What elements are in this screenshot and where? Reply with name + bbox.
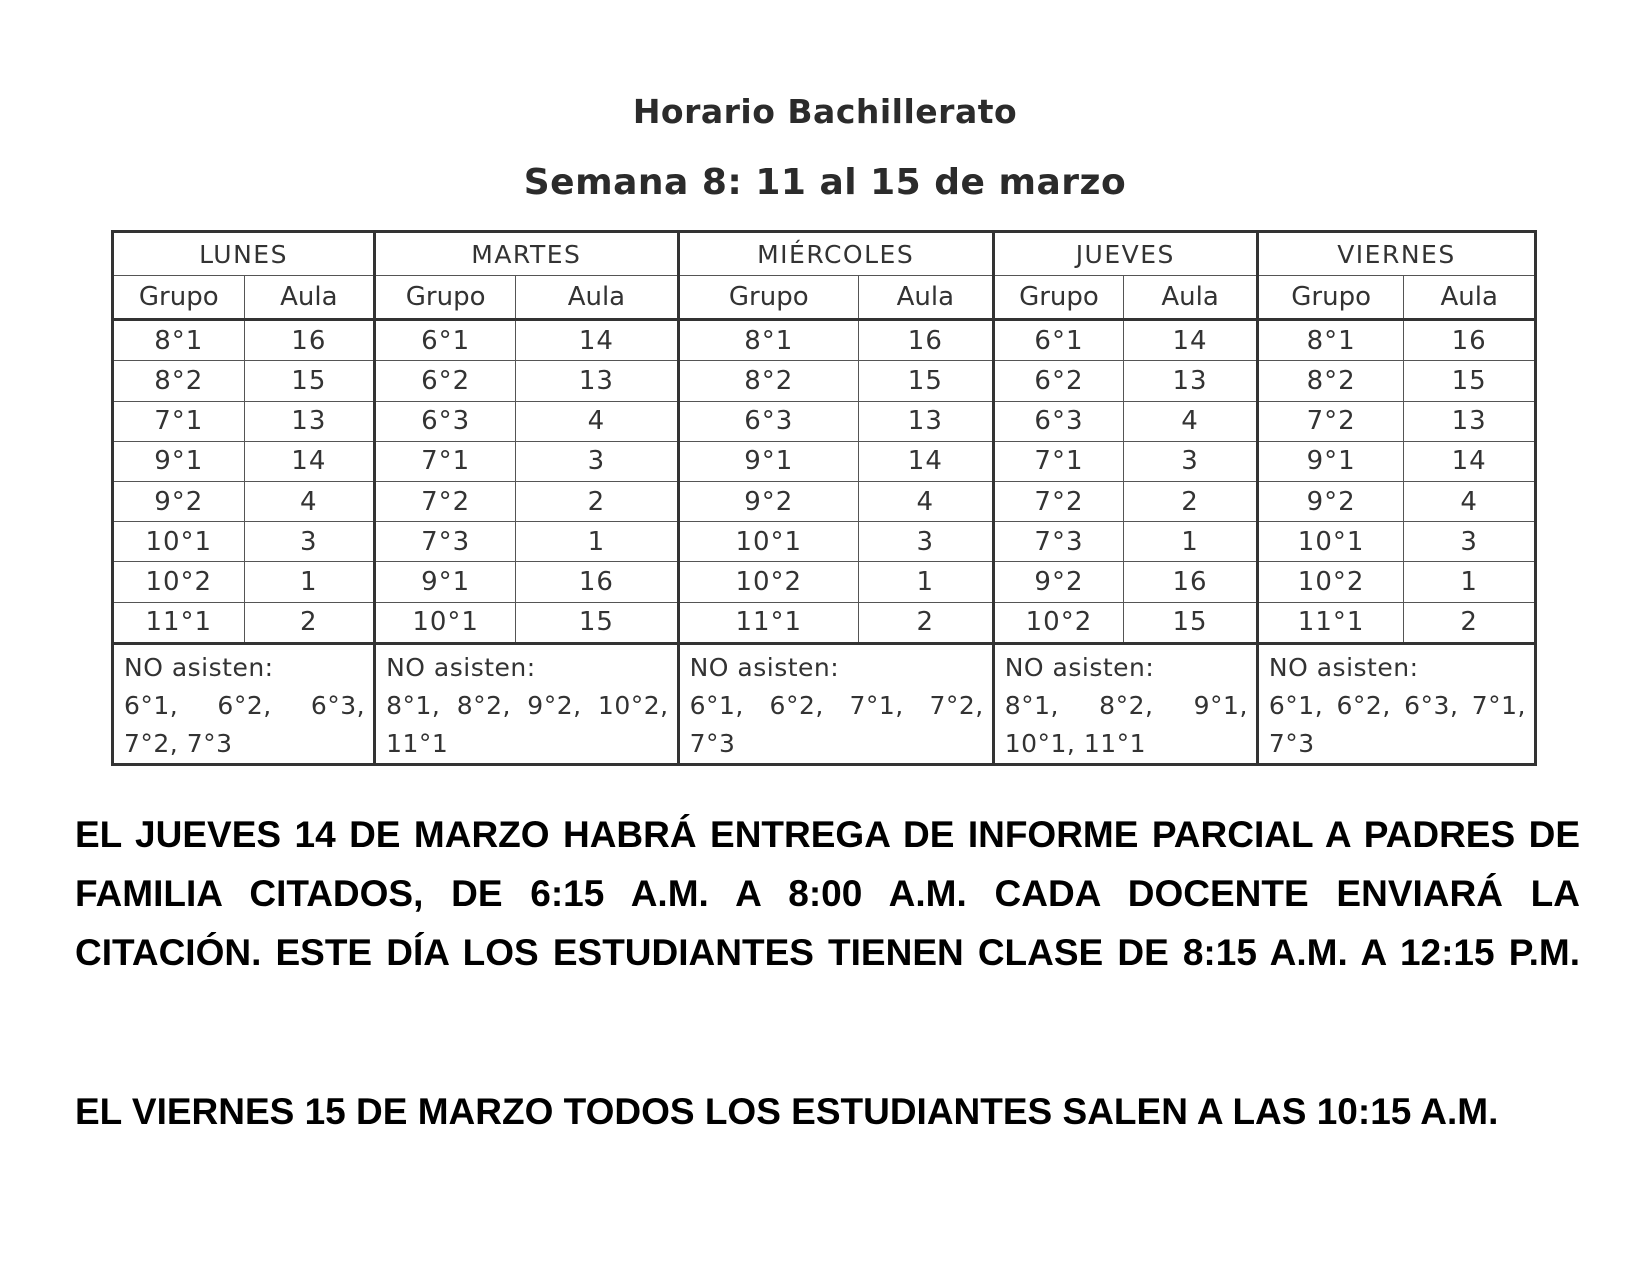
grupo-cell: 7°3 bbox=[993, 522, 1124, 562]
grupo-cell: 8°1 bbox=[113, 320, 245, 361]
grupo-header: Grupo bbox=[993, 276, 1124, 320]
aula-cell: 14 bbox=[858, 441, 993, 481]
aula-cell: 15 bbox=[858, 361, 993, 401]
document-subtitle: Semana 8: 11 al 15 de marzo bbox=[523, 162, 1127, 203]
grupo-cell: 8°2 bbox=[113, 361, 245, 401]
aula-cell: 13 bbox=[1124, 361, 1258, 401]
grupo-cell: 6°2 bbox=[993, 361, 1124, 401]
notice-informe-parcial: EL JUEVES 14 DE MARZO HABRÁ ENTREGA DE INFORME PARCIAL A PADRES DE FAMILIA CITADOS, DE 6:15 A.M. A 8:00 A.M. CADA DOCENTE ENVIARÁ LA CITACIÓN. ESTE DÍA LOS ESTUDIANTES TIENEN CLASE DE 8:15 A.M. A 12:15 P.M. bbox=[75, 814, 1580, 973]
aula-cell: 1 bbox=[516, 522, 678, 562]
no-asisten-cell bbox=[375, 644, 678, 765]
aula-cell: 2 bbox=[1404, 602, 1536, 643]
aula-cell: 4 bbox=[1124, 401, 1258, 441]
table-row bbox=[113, 562, 1536, 602]
grupo-cell: 9°1 bbox=[375, 562, 516, 602]
aula-cell: 14 bbox=[1404, 441, 1536, 481]
grupo-cell: 10°2 bbox=[993, 602, 1124, 643]
aula-cell: 13 bbox=[244, 401, 375, 441]
grupo-cell: 11°1 bbox=[678, 602, 858, 643]
grupo-cell: 6°1 bbox=[993, 320, 1124, 361]
grupo-cell: 10°2 bbox=[1257, 562, 1403, 602]
grupo-cell: 7°1 bbox=[993, 441, 1124, 481]
table-row bbox=[113, 602, 1536, 643]
aula-cell: 4 bbox=[1404, 481, 1536, 521]
no-asisten-label: NO asisten: bbox=[124, 653, 274, 682]
no-asisten-groups: 8°1, 8°2, 9°1, 10°1, 11°1 bbox=[1004, 691, 1248, 758]
aula-cell: 2 bbox=[516, 481, 678, 521]
no-asisten-label: NO asisten: bbox=[386, 653, 536, 682]
grupo-cell: 6°3 bbox=[993, 401, 1124, 441]
no-asisten-label: NO asisten: bbox=[1268, 653, 1419, 682]
day-header: LUNES bbox=[113, 232, 375, 276]
aula-cell: 1 bbox=[244, 562, 375, 602]
aula-cell: 14 bbox=[244, 441, 375, 481]
aula-cell: 13 bbox=[1404, 401, 1536, 441]
aula-cell: 16 bbox=[1404, 320, 1536, 361]
aula-cell: 4 bbox=[244, 481, 375, 521]
aula-cell: 1 bbox=[1404, 562, 1536, 602]
aula-cell: 2 bbox=[1124, 481, 1258, 521]
grupo-cell: 9°2 bbox=[1257, 481, 1403, 521]
grupo-cell: 8°2 bbox=[1257, 361, 1403, 401]
aula-cell: 16 bbox=[516, 562, 678, 602]
aula-cell: 15 bbox=[516, 602, 678, 643]
no-asisten-label: NO asisten: bbox=[689, 653, 840, 682]
aula-cell: 14 bbox=[1124, 320, 1258, 361]
day-header: MIÉRCOLES bbox=[678, 232, 993, 276]
column-header-row bbox=[113, 276, 1536, 320]
aula-cell: 15 bbox=[1404, 361, 1536, 401]
no-asisten-cell bbox=[993, 644, 1257, 765]
grupo-cell: 10°1 bbox=[678, 522, 858, 562]
no-asisten-groups: 6°1, 6°2, 6°3, 7°2, 7°3 bbox=[124, 691, 366, 758]
grupo-cell: 6°3 bbox=[678, 401, 858, 441]
no-asisten-row bbox=[113, 644, 1536, 765]
table-row bbox=[113, 320, 1536, 361]
grupo-cell: 10°1 bbox=[375, 602, 516, 643]
grupo-cell: 7°2 bbox=[993, 481, 1124, 521]
table-row bbox=[113, 441, 1536, 481]
aula-cell: 15 bbox=[244, 361, 375, 401]
grupo-cell: 10°1 bbox=[1257, 522, 1403, 562]
aula-cell: 3 bbox=[516, 441, 678, 481]
grupo-cell: 11°1 bbox=[113, 602, 245, 643]
no-asisten-label: NO asisten: bbox=[1004, 653, 1155, 682]
grupo-cell: 10°1 bbox=[113, 522, 245, 562]
aula-cell: 13 bbox=[516, 361, 678, 401]
grupo-cell: 9°1 bbox=[678, 441, 858, 481]
aula-cell: 3 bbox=[1124, 441, 1258, 481]
grupo-cell: 7°2 bbox=[375, 481, 516, 521]
grupo-cell: 9°2 bbox=[113, 481, 245, 521]
grupo-header: Grupo bbox=[375, 276, 516, 320]
document-title: Horario Bachillerato bbox=[632, 92, 1018, 131]
aula-header: Aula bbox=[516, 276, 678, 320]
aula-cell: 1 bbox=[1124, 522, 1258, 562]
aula-header: Aula bbox=[858, 276, 993, 320]
grupo-cell: 9°1 bbox=[113, 441, 245, 481]
grupo-header: Grupo bbox=[1257, 276, 1403, 320]
grupo-cell: 7°1 bbox=[113, 401, 245, 441]
grupo-cell: 8°2 bbox=[678, 361, 858, 401]
aula-cell: 13 bbox=[858, 401, 993, 441]
grupo-cell: 9°2 bbox=[993, 562, 1124, 602]
aula-cell: 16 bbox=[1124, 562, 1258, 602]
no-asisten-groups: 6°1, 6°2, 7°1, 7°2, 7°3 bbox=[689, 691, 984, 758]
aula-cell: 15 bbox=[1124, 602, 1258, 643]
day-header: MARTES bbox=[375, 232, 678, 276]
grupo-cell: 9°1 bbox=[1257, 441, 1403, 481]
grupo-header: Grupo bbox=[678, 276, 858, 320]
day-header: JUEVES bbox=[993, 232, 1257, 276]
grupo-cell: 7°3 bbox=[375, 522, 516, 562]
aula-header: Aula bbox=[1404, 276, 1536, 320]
schedule-body bbox=[113, 320, 1536, 644]
grupo-cell: 8°1 bbox=[678, 320, 858, 361]
grupo-cell: 7°2 bbox=[1257, 401, 1403, 441]
aula-cell: 3 bbox=[1404, 522, 1536, 562]
aula-cell: 2 bbox=[244, 602, 375, 643]
no-asisten-groups: 8°1, 8°2, 9°2, 10°2, 11°1 bbox=[386, 691, 669, 758]
no-asisten-groups: 6°1, 6°2, 6°3, 7°1, 7°3 bbox=[1268, 691, 1526, 758]
grupo-cell: 9°2 bbox=[678, 481, 858, 521]
table-row bbox=[113, 481, 1536, 521]
schedule-table bbox=[111, 230, 1537, 766]
grupo-cell: 6°1 bbox=[375, 320, 516, 361]
table-row bbox=[113, 361, 1536, 401]
aula-cell: 3 bbox=[858, 522, 993, 562]
aula-cell: 2 bbox=[858, 602, 993, 643]
grupo-cell: 11°1 bbox=[1257, 602, 1403, 643]
aula-cell: 16 bbox=[858, 320, 993, 361]
table-row bbox=[113, 401, 1536, 441]
no-asisten-cell bbox=[678, 644, 993, 765]
day-header-row bbox=[113, 232, 1536, 276]
grupo-cell: 10°2 bbox=[113, 562, 245, 602]
table-row bbox=[113, 522, 1536, 562]
day-header: VIERNES bbox=[1257, 232, 1535, 276]
aula-cell: 16 bbox=[244, 320, 375, 361]
aula-header: Aula bbox=[244, 276, 375, 320]
grupo-cell: 7°1 bbox=[375, 441, 516, 481]
grupo-cell: 6°3 bbox=[375, 401, 516, 441]
no-asisten-cell bbox=[1257, 644, 1535, 765]
aula-cell: 3 bbox=[244, 522, 375, 562]
aula-cell: 1 bbox=[858, 562, 993, 602]
aula-cell: 4 bbox=[858, 481, 993, 521]
aula-cell: 14 bbox=[516, 320, 678, 361]
aula-header: Aula bbox=[1124, 276, 1258, 320]
grupo-cell: 8°1 bbox=[1257, 320, 1403, 361]
grupo-cell: 6°2 bbox=[375, 361, 516, 401]
grupo-cell: 10°2 bbox=[678, 562, 858, 602]
grupo-header: Grupo bbox=[113, 276, 245, 320]
no-asisten-cell bbox=[113, 644, 375, 765]
aula-cell: 4 bbox=[516, 401, 678, 441]
notice-viernes-salida: EL VIERNES 15 DE MARZO TODOS LOS ESTUDIANTES SALEN A LAS 10:15 A.M. bbox=[75, 1091, 1499, 1132]
